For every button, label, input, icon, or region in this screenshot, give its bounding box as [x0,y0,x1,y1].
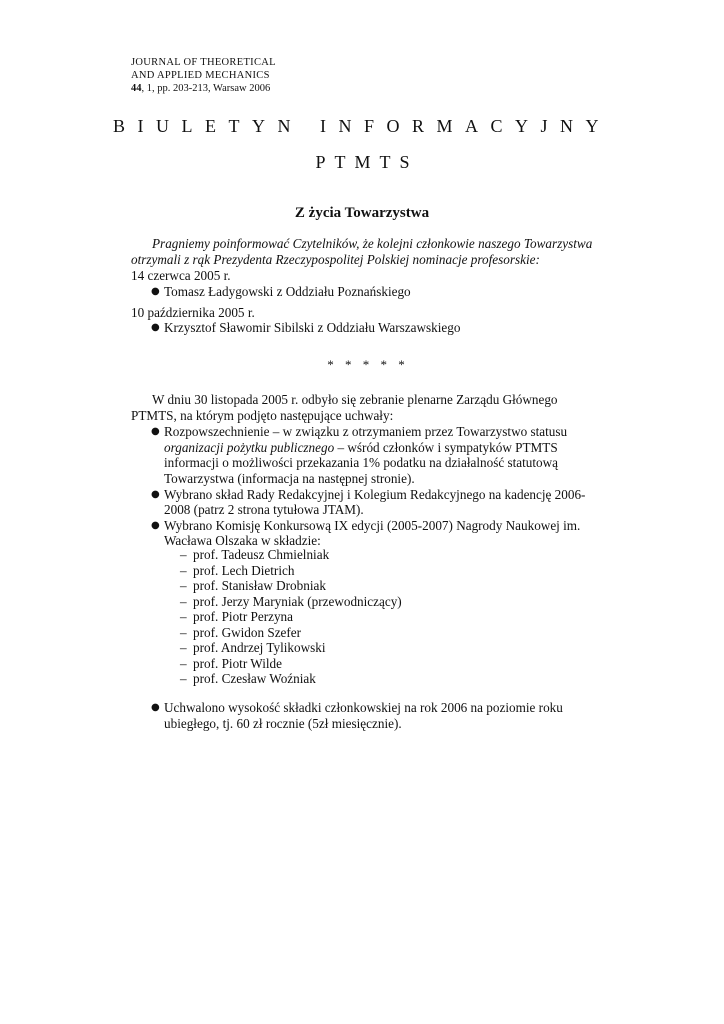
list-item: – prof. Piotr Perzyna [180,609,293,624]
section-heading: Z życia Towarzystwa [294,205,430,221]
nomination-date-2: 10 października 2005 r. [131,305,255,320]
bullet-icon: ● [151,322,160,333]
journal-issue-pages: , 1, pp. 203-213, Warsaw 2006 [141,83,271,94]
journal-citation [131,82,276,95]
list-item: – prof. Tadeusz Chmielniak [180,547,330,562]
committee-member: prof. Piotr Perzyna [193,609,293,624]
resolution-3-line-2: Wacława Olszaka w składzie: [164,533,321,548]
opp-status-italic: organizacji pożytku publicznego [164,440,335,455]
committee-member: prof. Andrzej Tylikowski [193,640,326,655]
bulletin-subtitle: PTMTS [315,152,419,172]
committee-member: prof. Czesław Woźniak [193,671,316,686]
resolution-2-line-2: 2008 (patrz 2 strona tytułowa JTAM). [164,502,364,517]
bullet-icon: ● [151,702,160,713]
resolution-1-line-2 [164,440,558,456]
bulletin-title: BIULETYN INFORMACYJNY [112,116,611,136]
journal-volume: 44 [131,83,142,94]
nominee-2: Krzysztof Sławomir Sibilski z Oddziału Warszawskiego [164,320,461,335]
intro-line-1: Pragniemy poinformować Czytelników, że kolejni członkowie naszego Towarzystwa [152,236,593,251]
list-item: – prof. Jerzy Maryniak (przewodniczący) [180,593,402,609]
bullet-icon: ● [151,426,160,437]
nomination-date-1: 14 czerwca 2005 r. [131,268,231,283]
committee-list [180,547,402,687]
nominee-1: Tomasz Ładygowski z Oddziału Poznańskiego [164,284,411,299]
meeting-para-line-2: PTMTS, na którym podjęto następujące uchwały: [131,408,394,423]
resolution-2-line-1: Wybrano skład Rady Redakcyjnej i Kolegium Redakcyjnego na kadencję 2006- [164,487,586,502]
resolution-1-line-1: Rozpowszechnienie – w związku z otrzymaniem przez Towarzystwo statusu [164,424,568,439]
resolution-4-line-1: Uchwalono wysokość składki członkowskiej na rok 2006 na poziomie roku [164,700,563,715]
resolution-1-line-4: Towarzystwa (informacja na następnej stronie). [164,471,415,486]
journal-name-line1: JOURNAL OF THEORETICAL [131,57,276,68]
list-item: – prof. Lech Dietrich [180,562,295,578]
committee-member: prof. Gwidon Szefer [193,624,302,640]
committee-member: prof. Tadeusz Chmielniak [193,547,330,562]
resolution-1-line-3: informacji o możliwości przekazania 1% podatku na działalność statutową [164,455,559,470]
bullet-icon: ● [151,286,160,297]
resolution-1-line-2-rest: – wśród członków i sympatyków PTMTS [334,440,558,455]
committee-member: prof. Stanisław Drobniak [193,578,326,593]
section-separator: * * * * * [327,357,409,372]
meeting-para-line-1: W dniu 30 listopada 2005 r. odbyło się zebranie plenarne Zarządu Głównego [152,392,558,407]
list-item: – prof. Andrzej Tylikowski [180,640,326,655]
bullet-icon: ● [151,489,160,500]
list-item: – prof. Stanisław Drobniak [180,578,326,593]
committee-member: prof. Piotr Wilde [193,655,282,671]
list-item: – prof. Gwidon Szefer [180,624,302,640]
list-item: – prof. Czesław Woźniak [180,671,316,686]
journal-name-line2: AND APPLIED MECHANICS [131,70,270,81]
committee-member: prof. Jerzy Maryniak (przewodniczący) [193,593,402,609]
list-item: – prof. Piotr Wilde [180,655,282,671]
committee-member: prof. Lech Dietrich [193,562,295,578]
bullet-icon: ● [151,520,160,531]
resolution-3-line-1: Wybrano Komisję Konkursową IX edycji (2005-2007) Nagrody Naukowej im. [164,518,581,533]
journal-header [131,56,276,95]
intro-line-2: otrzymali z rąk Prezydenta Rzeczypospolitej Polskiej nominacje profesorskie: [131,252,540,267]
resolution-4-line-2: ubiegłego, tj. 60 zł rocznie (5zł miesięcznie). [164,716,402,731]
